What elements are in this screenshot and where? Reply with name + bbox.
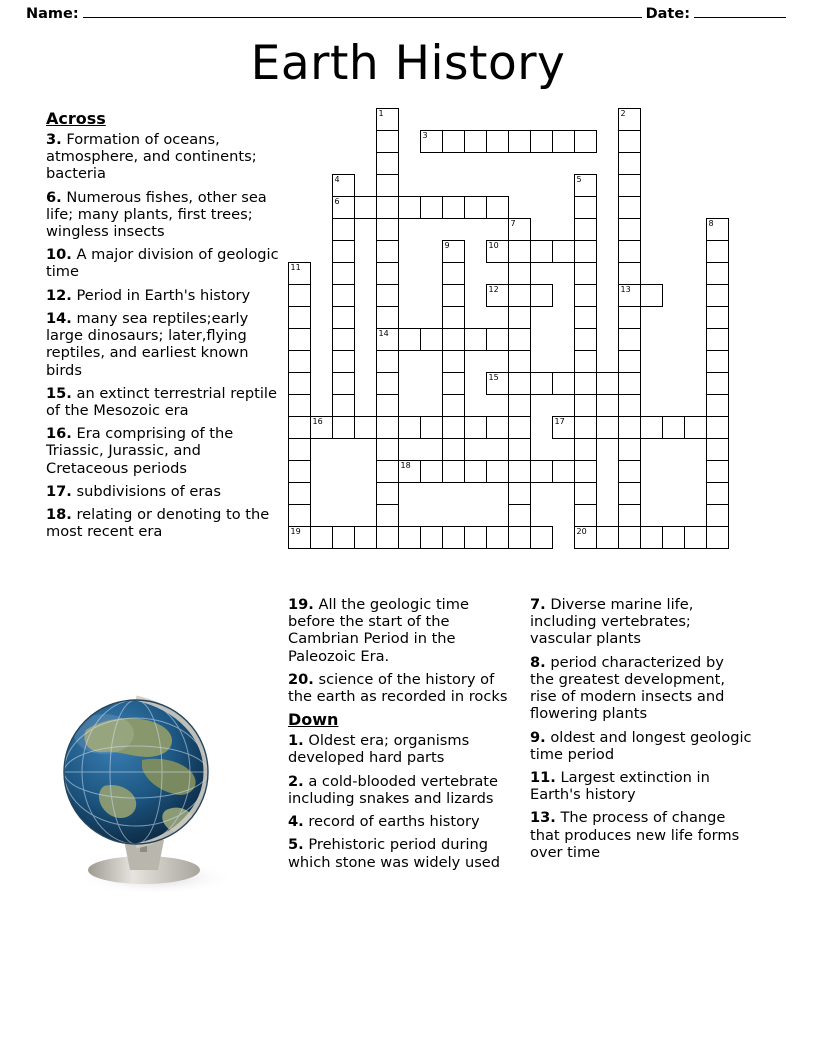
clue-number: 2. (288, 772, 304, 790)
crossword-cell[interactable] (552, 130, 575, 153)
crossword-cell[interactable] (376, 350, 399, 373)
clue-across-17 (46, 483, 284, 500)
crossword-cell[interactable] (508, 504, 531, 527)
clue-number: 14. (46, 309, 72, 327)
crossword-cell[interactable] (574, 416, 597, 439)
clue-column-middle (288, 596, 516, 877)
clue-column-right (530, 596, 752, 867)
crossword-cell[interactable] (706, 328, 729, 351)
crossword-cell[interactable] (706, 306, 729, 329)
crossword-cell[interactable] (420, 328, 443, 351)
clue-text: Largest extinction in Earth's history (530, 768, 710, 804)
crossword-cell[interactable] (376, 394, 399, 417)
clue-text: many sea reptiles;early large dinosaurs; later,flying reptiles, and earliest known birds (46, 309, 249, 379)
crossword-cell[interactable] (442, 460, 465, 483)
crossword-cell[interactable] (464, 130, 487, 153)
crossword-cell[interactable] (398, 328, 421, 351)
crossword-cell[interactable] (508, 130, 531, 153)
clue-text: Era comprising of the Triassic, Jurassic, and Cretaceous periods (46, 425, 234, 477)
crossword-cell[interactable] (706, 372, 729, 395)
crossword-cell[interactable] (574, 284, 597, 307)
crossword-cell[interactable] (618, 174, 641, 197)
crossword-cell[interactable] (376, 482, 399, 505)
crossword-cell[interactable] (376, 306, 399, 329)
crossword-cell[interactable] (662, 416, 685, 439)
clue-number: 1. (288, 732, 304, 750)
crossword-cell[interactable] (332, 416, 355, 439)
crossword-cell[interactable] (442, 526, 465, 549)
crossword-cell[interactable] (442, 196, 465, 219)
crossword-cell[interactable] (574, 438, 597, 461)
crossword-cell[interactable] (464, 416, 487, 439)
crossword-cell[interactable] (618, 438, 641, 461)
crossword-cell[interactable] (442, 438, 465, 461)
clue-down-11 (530, 769, 752, 803)
crossword-cell[interactable] (376, 108, 399, 131)
crossword-cell[interactable] (310, 526, 333, 549)
clue-across-14 (46, 310, 284, 379)
clue-number: 10. (46, 246, 72, 264)
crossword-cell[interactable] (508, 438, 531, 461)
crossword-cell[interactable] (530, 372, 553, 395)
crossword-cell[interactable] (574, 262, 597, 285)
crossword-cell[interactable] (442, 240, 465, 263)
clue-text: A major division of geologic time (46, 246, 279, 281)
crossword-cell[interactable] (486, 240, 509, 263)
crossword-cell-number: 19 (290, 527, 301, 536)
clue-across-12 (46, 287, 284, 304)
crossword-cell[interactable] (574, 328, 597, 351)
crossword-cell[interactable] (442, 262, 465, 285)
crossword-cell[interactable] (618, 328, 641, 351)
crossword-cell[interactable] (552, 372, 575, 395)
crossword-cell[interactable] (530, 460, 553, 483)
crossword-cell[interactable] (508, 394, 531, 417)
crossword-cell[interactable] (332, 262, 355, 285)
crossword-cell[interactable] (464, 196, 487, 219)
clue-down-7 (530, 596, 752, 648)
crossword-cell[interactable] (442, 394, 465, 417)
clue-across-19 (288, 596, 516, 665)
crossword-cell[interactable] (662, 526, 685, 549)
crossword-cell[interactable] (354, 526, 377, 549)
crossword-cell[interactable] (618, 504, 641, 527)
crossword-cell-number: 18 (400, 461, 411, 470)
crossword-cell[interactable] (332, 174, 355, 197)
crossword-cell[interactable] (332, 306, 355, 329)
clue-number: 8. (530, 653, 546, 671)
crossword-cell[interactable] (508, 350, 531, 373)
clue-number: 19. (288, 596, 314, 613)
crossword-cell[interactable] (618, 416, 641, 439)
crossword-cell[interactable] (684, 416, 707, 439)
crossword-cell-number: 17 (554, 417, 565, 426)
crossword-cell[interactable] (596, 372, 619, 395)
clue-number: 6. (46, 188, 62, 206)
crossword-cell[interactable] (288, 482, 311, 505)
crossword-cell[interactable] (376, 262, 399, 285)
crossword-cell[interactable] (618, 460, 641, 483)
crossword-cell[interactable] (574, 394, 597, 417)
crossword-cell[interactable] (376, 152, 399, 175)
crossword-cell[interactable] (332, 372, 355, 395)
crossword-cell[interactable] (508, 482, 531, 505)
clue-text: Diverse marine life, including vertebrates; vascular plants (530, 596, 694, 648)
crossword-cell[interactable] (508, 306, 531, 329)
crossword-cell[interactable] (486, 526, 509, 549)
clue-across-10 (46, 246, 284, 280)
clue-number: 17. (46, 482, 72, 500)
crossword-cell[interactable] (376, 218, 399, 241)
crossword-cell[interactable] (552, 460, 575, 483)
crossword-cell[interactable] (332, 196, 355, 219)
clue-number: 7. (530, 596, 546, 613)
clue-text: Oldest era; organisms developed hard parts (288, 732, 470, 767)
crossword-cell[interactable] (464, 460, 487, 483)
crossword-cell[interactable] (376, 372, 399, 395)
clue-number: 12. (46, 286, 72, 304)
crossword-cell[interactable] (442, 372, 465, 395)
clue-number: 9. (530, 728, 546, 746)
crossword-cell[interactable] (332, 284, 355, 307)
crossword-cell[interactable] (486, 372, 509, 395)
crossword-cell[interactable] (376, 284, 399, 307)
crossword-cell[interactable] (574, 196, 597, 219)
crossword-cell[interactable] (486, 328, 509, 351)
crossword-cell[interactable] (574, 174, 597, 197)
crossword-cell[interactable] (288, 460, 311, 483)
crossword-cell[interactable] (618, 372, 641, 395)
crossword-cell[interactable] (640, 284, 663, 307)
clue-number: 18. (46, 506, 72, 524)
crossword-cell[interactable] (376, 240, 399, 263)
crossword-cell[interactable] (288, 438, 311, 461)
crossword-cell[interactable] (508, 328, 531, 351)
crossword-cell[interactable] (376, 438, 399, 461)
across-clue-column (46, 110, 284, 546)
crossword-cell[interactable] (376, 416, 399, 439)
crossword-cell[interactable] (420, 526, 443, 549)
clue-text: All the geologic time before the start of the Cambrian Period in the Paleozoic Era. (288, 596, 469, 665)
crossword-cell[interactable] (288, 350, 311, 373)
crossword-cell[interactable] (530, 526, 553, 549)
crossword-cell[interactable] (596, 526, 619, 549)
clue-down-5 (288, 836, 516, 870)
clue-number: 4. (288, 813, 304, 831)
crossword-cell[interactable] (354, 416, 377, 439)
crossword-cell[interactable] (684, 526, 707, 549)
crossword-cell[interactable] (640, 526, 663, 549)
crossword-cell[interactable] (530, 130, 553, 153)
name-label: Name: (26, 6, 79, 22)
crossword-cell-number: 2 (620, 109, 626, 118)
crossword-cell-number: 1 (378, 109, 384, 118)
crossword-cell[interactable] (288, 328, 311, 351)
crossword-cell[interactable] (552, 240, 575, 263)
crossword-cell[interactable] (442, 328, 465, 351)
clue-number: 5. (288, 836, 304, 854)
crossword-cell[interactable] (486, 416, 509, 439)
crossword-cell[interactable] (398, 460, 421, 483)
crossword-cell[interactable] (354, 196, 377, 219)
clue-text: a cold-blooded vertebrate including snakes and lizards (288, 772, 499, 807)
clue-number: 13. (530, 809, 556, 827)
name-write-line[interactable] (83, 17, 642, 18)
crossword-cell[interactable] (574, 482, 597, 505)
crossword-cell[interactable] (376, 504, 399, 527)
clue-number: 16. (46, 425, 72, 443)
crossword-cell[interactable] (332, 394, 355, 417)
crossword-cell-number: 14 (378, 329, 389, 338)
crossword-cell[interactable] (288, 416, 311, 439)
crossword-cell[interactable] (376, 526, 399, 549)
crossword-cell[interactable] (552, 416, 575, 439)
crossword-cell[interactable] (618, 262, 641, 285)
crossword-cell[interactable] (442, 306, 465, 329)
crossword-cell[interactable] (706, 218, 729, 241)
clue-across-20 (288, 671, 516, 705)
crossword-cell[interactable] (288, 284, 311, 307)
crossword-cell[interactable] (618, 394, 641, 417)
crossword-cell[interactable] (706, 504, 729, 527)
date-label: Date: (645, 6, 690, 22)
crossword-cell[interactable] (640, 416, 663, 439)
crossword-cell[interactable] (596, 416, 619, 439)
crossword-cell[interactable] (288, 394, 311, 417)
clue-across-18 (46, 506, 284, 540)
clue-text: Formation of oceans, atmosphere, and continents; bacteria (46, 130, 257, 183)
crossword-cell[interactable] (398, 526, 421, 549)
crossword-cell[interactable] (508, 416, 531, 439)
across-heading: Across (46, 109, 106, 128)
clue-across-16 (46, 425, 284, 477)
crossword-cell-number: 16 (312, 417, 323, 426)
crossword-cell[interactable] (486, 130, 509, 153)
clue-down-9 (530, 729, 752, 763)
crossword-cell[interactable] (376, 460, 399, 483)
crossword-cell[interactable] (530, 240, 553, 263)
crossword-cell-number: 6 (334, 197, 340, 206)
crossword-cell[interactable] (706, 416, 729, 439)
clue-down-4 (288, 813, 516, 830)
crossword-cell[interactable] (618, 526, 641, 549)
crossword-cell[interactable] (574, 306, 597, 329)
clue-text: subdivisions of eras (76, 482, 221, 500)
crossword-cell[interactable] (464, 526, 487, 549)
crossword-cell[interactable] (486, 284, 509, 307)
clue-text: science of the history of the earth as recorded in rocks (288, 670, 508, 706)
clue-number: 15. (46, 384, 72, 402)
clue-number: 11. (530, 768, 556, 786)
page-title: Earth History (250, 36, 566, 91)
crossword-cell[interactable] (574, 240, 597, 263)
crossword-cell[interactable] (706, 394, 729, 417)
crossword-cell[interactable] (618, 306, 641, 329)
crossword-cell[interactable] (332, 350, 355, 373)
clue-across-3 (46, 131, 284, 183)
crossword-cell[interactable] (706, 482, 729, 505)
crossword-cell[interactable] (618, 108, 641, 131)
date-write-line[interactable] (694, 17, 786, 18)
crossword-cell[interactable] (530, 284, 553, 307)
crossword-cell[interactable] (332, 328, 355, 351)
crossword-cell-number: 13 (620, 285, 631, 294)
clue-text: an extinct terrestrial reptile of the Mesozoic era (46, 384, 277, 419)
down-heading: Down (288, 710, 339, 730)
crossword-cell-number: 4 (334, 175, 340, 184)
crossword-cell[interactable] (508, 372, 531, 395)
crossword-cell[interactable] (332, 526, 355, 549)
crossword-cell[interactable] (508, 284, 531, 307)
clue-down-2 (288, 773, 516, 807)
clue-text: Period in Earth's history (76, 286, 251, 304)
clue-text: The process of change that produces new life forms over time (530, 809, 740, 861)
crossword-cell[interactable] (288, 504, 311, 527)
crossword-cell[interactable] (618, 218, 641, 241)
crossword-cell[interactable] (288, 306, 311, 329)
crossword-cell[interactable] (376, 174, 399, 197)
clue-text: relating or denoting to the most recent era (46, 506, 270, 541)
crossword-cell[interactable] (486, 196, 509, 219)
crossword-cell[interactable] (508, 218, 531, 241)
clue-text: record of earths history (308, 813, 480, 831)
crossword-cell[interactable] (706, 526, 729, 549)
crossword-cell-number: 7 (510, 219, 516, 228)
crossword-cell[interactable] (618, 482, 641, 505)
crossword-cell[interactable] (332, 218, 355, 241)
crossword-cell[interactable] (706, 460, 729, 483)
name-date-line (26, 6, 790, 22)
crossword-cell[interactable] (508, 460, 531, 483)
crossword-cell[interactable] (332, 240, 355, 263)
crossword-cell[interactable] (618, 130, 641, 153)
clue-across-15 (46, 385, 284, 419)
crossword-cell[interactable] (464, 328, 487, 351)
crossword-cell[interactable] (508, 262, 531, 285)
crossword-cell[interactable] (288, 372, 311, 395)
crossword-cell[interactable] (618, 240, 641, 263)
crossword-cell[interactable] (398, 416, 421, 439)
globe-illustration (46, 690, 276, 905)
crossword-cell[interactable] (706, 284, 729, 307)
crossword-cell-number: 10 (488, 241, 499, 250)
crossword-cell[interactable] (574, 350, 597, 373)
crossword-cell[interactable] (310, 416, 333, 439)
crossword-cell-number: 12 (488, 285, 499, 294)
crossword-cell[interactable] (376, 328, 399, 351)
clue-across-6 (46, 189, 284, 241)
crossword-cell-number: 20 (576, 527, 587, 536)
clue-text: Numerous fishes, other sea life; many plants, first trees; wingless insects (46, 188, 267, 240)
crossword-cell[interactable] (618, 196, 641, 219)
crossword-cell[interactable] (706, 240, 729, 263)
crossword-cell[interactable] (574, 504, 597, 527)
clue-text: period characterized by the greatest development, rise of modern insects and flowering plants (530, 653, 726, 723)
clue-number: 20. (288, 670, 314, 688)
crossword-cell[interactable] (442, 284, 465, 307)
crossword-cell[interactable] (706, 438, 729, 461)
crossword-cell[interactable] (574, 218, 597, 241)
clue-down-1 (288, 732, 516, 766)
crossword-cell-number: 5 (576, 175, 582, 184)
crossword-cell-number: 11 (290, 263, 301, 272)
crossword-cell[interactable] (574, 130, 597, 153)
crossword-cell[interactable] (574, 526, 597, 549)
crossword-cell[interactable] (706, 350, 729, 373)
crossword-cell-number: 8 (708, 219, 714, 228)
clue-down-13 (530, 809, 752, 861)
crossword-cell[interactable] (618, 152, 641, 175)
crossword-cell-number: 3 (422, 131, 428, 140)
crossword-cell[interactable] (574, 460, 597, 483)
crossword-cell[interactable] (398, 196, 421, 219)
crossword-cell-number: 9 (444, 241, 450, 250)
crossword-cell[interactable] (706, 262, 729, 285)
crossword-cell[interactable] (508, 240, 531, 263)
clue-down-8 (530, 654, 752, 723)
crossword-cell[interactable] (442, 416, 465, 439)
crossword-cell[interactable] (288, 262, 311, 285)
crossword-cell[interactable] (442, 130, 465, 153)
crossword-cell[interactable] (574, 372, 597, 395)
crossword-cell-number: 15 (488, 373, 499, 382)
clue-text: oldest and longest geologic time period (530, 728, 752, 763)
crossword-cell[interactable] (376, 130, 399, 153)
crossword-cell[interactable] (442, 350, 465, 373)
crossword-cell[interactable] (486, 460, 509, 483)
crossword-cell[interactable] (508, 526, 531, 549)
crossword-cell[interactable] (420, 460, 443, 483)
crossword-cell[interactable] (420, 416, 443, 439)
crossword-cell[interactable] (288, 526, 311, 549)
clue-text: Prehistoric period during which stone was widely used (288, 836, 501, 871)
crossword-cell[interactable] (420, 130, 443, 153)
crossword-cell[interactable] (376, 196, 399, 219)
crossword-cell[interactable] (618, 350, 641, 373)
clue-number: 3. (46, 130, 62, 148)
crossword-cell[interactable] (618, 284, 641, 307)
crossword-cell[interactable] (420, 196, 443, 219)
